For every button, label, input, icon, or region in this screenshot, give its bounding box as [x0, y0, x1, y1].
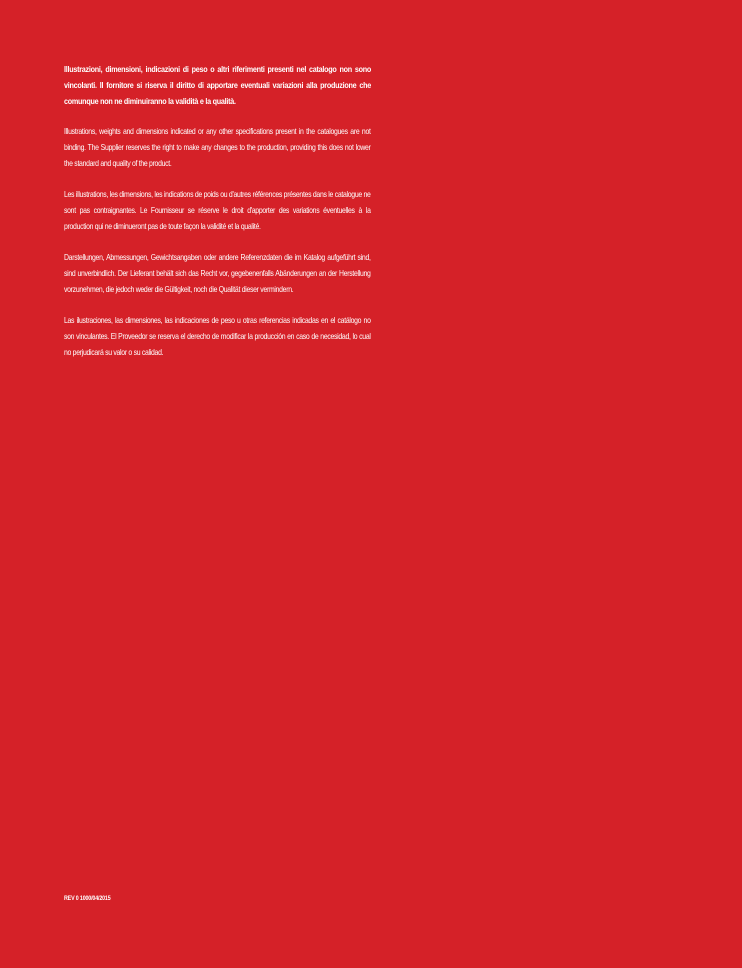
- disclaimer-english: Illustrations, weights and dimensions indicated or any other specifications present in the catalogues are not binding. The Supplier reserves the right to make any changes to the production, providing this does not lower the standard and quality of the product.: [64, 127, 371, 168]
- disclaimer-italian: Illustrazioni, dimensioni, indicazioni di peso o altri riferimenti presenti nel catalogo non sono vincolanti. Il fornitore si riserva il diritto di apportare eventuali variazioni alla produzione che comunque non ne diminuiranno la validità e la qualità.: [64, 64, 372, 106]
- disclaimer-german: Darstellungen, Abmessungen, Gewichtsangaben oder andere Referenzdaten die im Katalog aufgeführt sind, sind unverbindlich. Der Lieferant behält sich das Recht vor, gegebenenfalls Abänderungen an der Herstellung vorzunehmen, die jedoch weder die Gültigkeit, noch die Qualität dieser vermindern.: [64, 253, 371, 294]
- disclaimer-spanish: Las ilustraciones, las dimensiones, las indicaciones de peso u otras referencias indicadas en el catálogo no son vinculantes. El Proveedor se reserva el derecho de modificar la producción en caso de necesidad, lo cual no perjudicará su valor o su calidad.: [64, 316, 371, 357]
- revision-code: REV 0 1000/04/2015: [64, 895, 111, 902]
- disclaimer-french: Les illustrations, les dimensions, les indications de poids ou d'autres références présentes dans le catalogue ne sont pas contraignantes. Le Fournisseur se réserve le droit d'apporter des variations éventuelles à la production qui ne diminueront pas de toute façon la validité et la qualité.: [64, 190, 371, 231]
- disclaimer-block: [64, 61, 371, 376]
